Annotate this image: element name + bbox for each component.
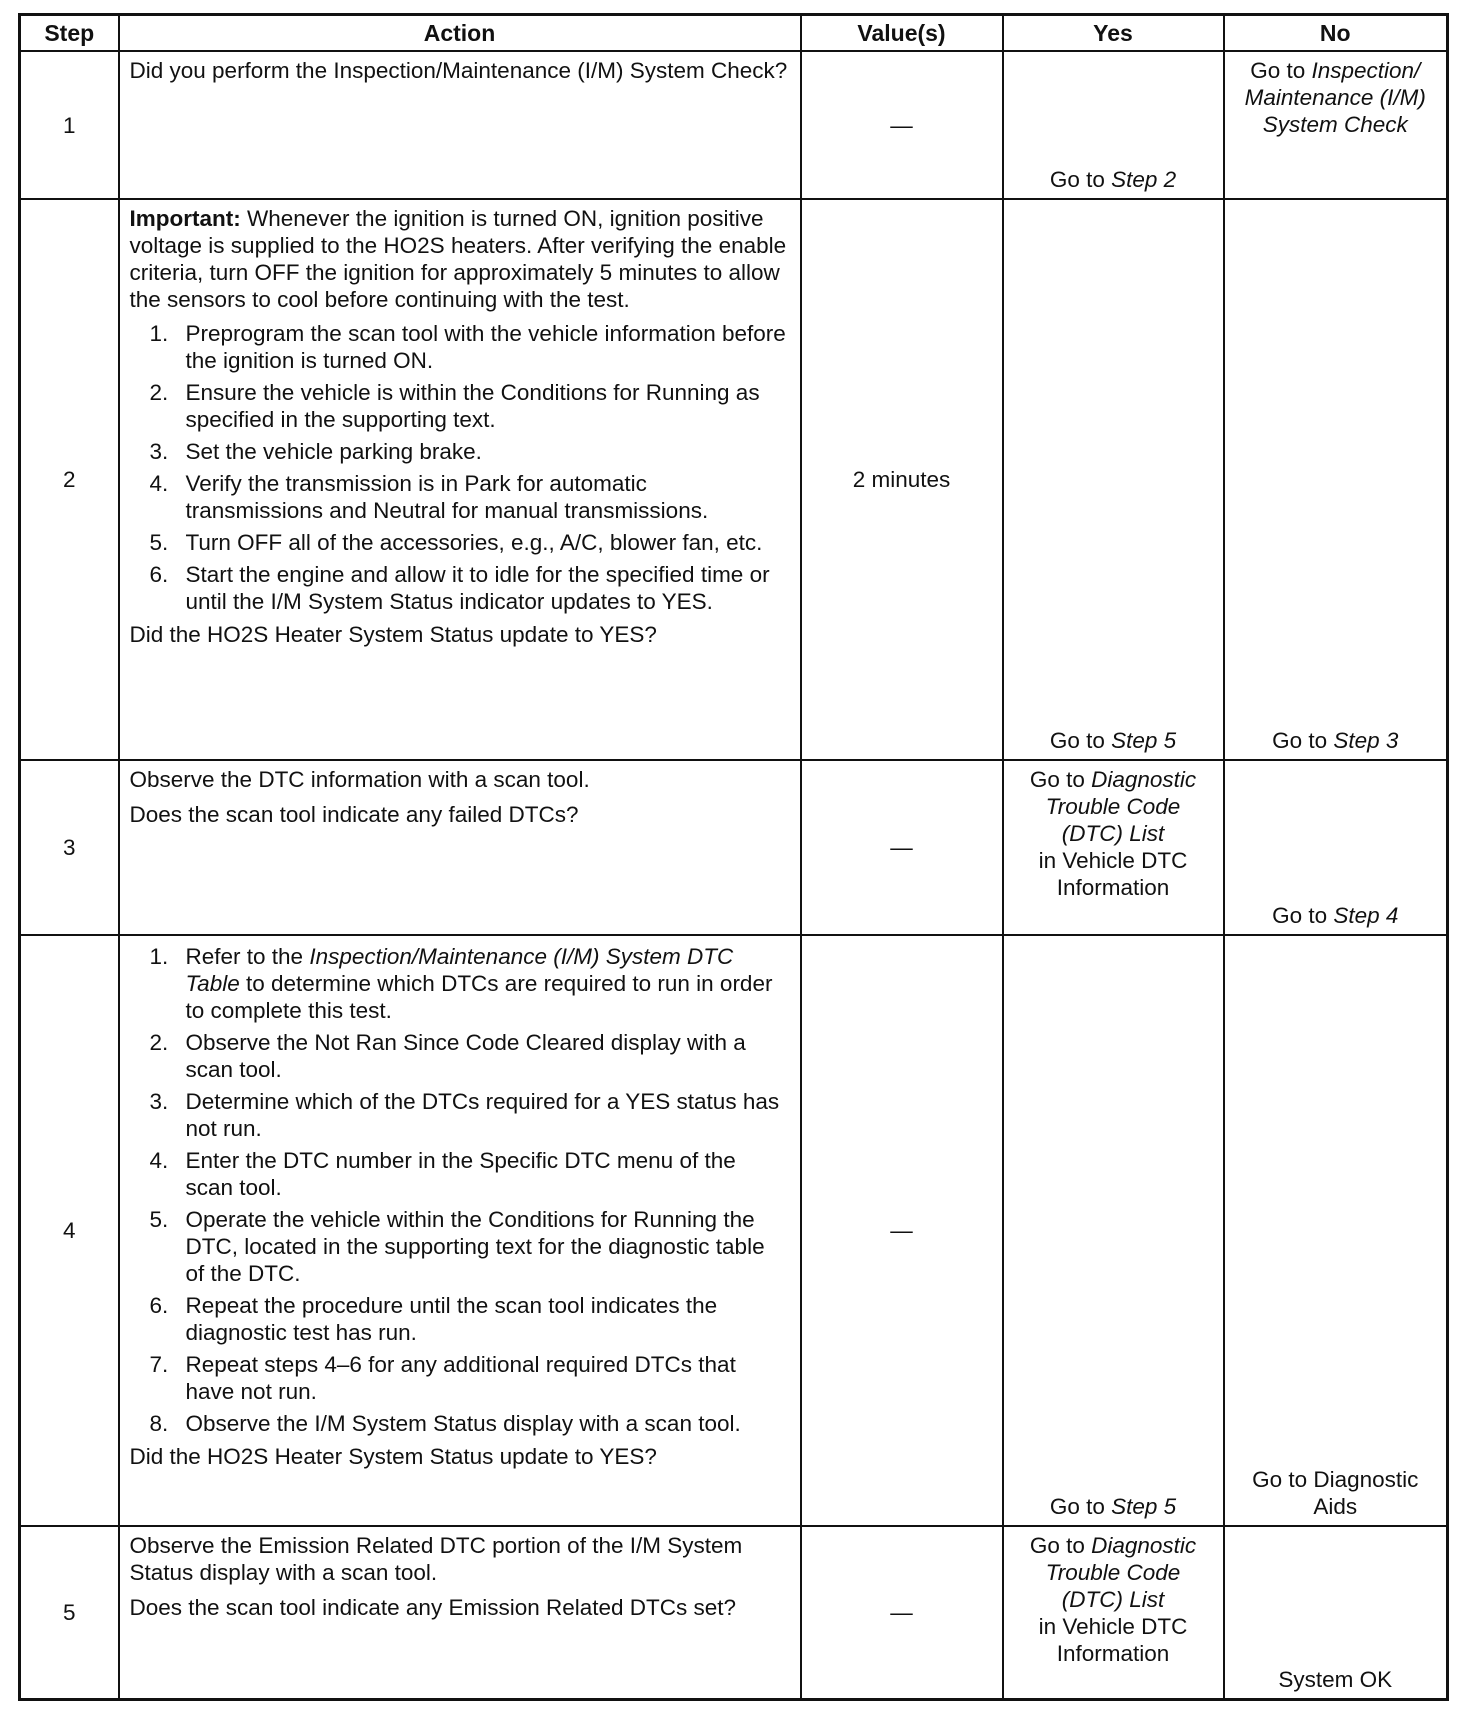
list-item-text: Repeat steps 4–6 for any additional required DTCs that have not run. — [185, 1352, 736, 1404]
value-cell: — — [801, 935, 1003, 1526]
header-values: Value(s) — [801, 15, 1003, 52]
action-cell — [119, 760, 801, 935]
yes-link[interactable]: Diagnostic Trouble Code (DTC) List — [1045, 767, 1197, 846]
list-item — [150, 1206, 790, 1287]
list-item — [150, 1029, 790, 1083]
value-cell: 2 minutes — [801, 199, 1003, 760]
step-number: 3 — [20, 760, 119, 935]
yes-link[interactable]: Diagnostic Trouble Code (DTC) List — [1045, 1533, 1197, 1612]
list-item-number: 1. — [149, 321, 169, 346]
table-row — [20, 51, 1448, 199]
list-item-text: Turn OFF all of the accessories, e.g., A/C, blower fan, etc. — [185, 530, 763, 555]
no-cell — [1224, 1526, 1448, 1699]
list-item-number: 3. — [149, 1089, 169, 1114]
procedure-list — [130, 943, 790, 1437]
no-link[interactable]: Step 3 — [1333, 728, 1399, 753]
action-cell — [119, 1526, 801, 1699]
action-question: Did the HO2S Heater System Status update to YES? — [129, 1444, 657, 1469]
step-number: 5 — [20, 1526, 119, 1699]
yes-cell — [1003, 199, 1224, 760]
action-text: Observe the DTC information with a scan tool. — [129, 767, 590, 792]
procedure-list — [130, 320, 790, 615]
no-link[interactable]: Inspection/ Maintenance (I/M) System Check — [1244, 58, 1426, 137]
no-prefix: Go to — [1272, 903, 1334, 928]
list-item-text: Preprogram the scan tool with the vehicle information before the ignition is turned ON. — [185, 321, 786, 373]
list-item-number: 6. — [149, 1293, 169, 1318]
action-cell — [119, 199, 801, 760]
list-item-number: 2. — [149, 380, 169, 405]
list-item-number: 7. — [149, 1352, 169, 1377]
list-item — [150, 1088, 790, 1142]
list-item — [150, 320, 790, 374]
list-item — [150, 561, 790, 615]
table-row — [20, 760, 1448, 935]
list-item-number: 4. — [149, 1148, 169, 1173]
list-item-text: Ensure the vehicle is within the Conditions for Running as specified in the supporting text. — [185, 380, 760, 432]
list-item-text: Set the vehicle parking brake. — [185, 439, 482, 464]
no-cell — [1224, 199, 1448, 760]
action-text: Observe the Emission Related DTC portion of the I/M System Status display with a scan tool. — [129, 1533, 743, 1585]
yes-link[interactable]: Step 2 — [1111, 167, 1177, 192]
list-item-number: 5. — [149, 530, 169, 555]
yes-suffix: in Vehicle DTC Information — [1038, 848, 1188, 900]
list-item-number: 1. — [149, 944, 169, 969]
no-prefix: Go to — [1272, 728, 1334, 753]
step1-prefix: Refer to the — [185, 944, 310, 969]
list-item — [150, 529, 790, 556]
list-item-number: 8. — [149, 1411, 169, 1436]
list-item-text: Verify the transmission is in Park for automatic transmissions and Neutral for manual transmissions. — [185, 471, 709, 523]
table-row — [20, 199, 1448, 760]
yes-link[interactable]: Step 5 — [1111, 1494, 1177, 1519]
table-row — [20, 935, 1448, 1526]
no-prefix: Go to — [1250, 58, 1312, 83]
yes-prefix: Go to — [1029, 767, 1092, 792]
list-item-number: 5. — [149, 1207, 169, 1232]
list-item — [150, 1351, 790, 1405]
no-text: System OK — [1278, 1666, 1393, 1692]
step-number: 1 — [20, 51, 119, 199]
table-row — [20, 1526, 1448, 1699]
list-item — [150, 379, 790, 433]
yes-cell — [1003, 51, 1224, 199]
list-item — [150, 1292, 790, 1346]
action-cell — [119, 51, 801, 199]
list-item-number: 3. — [149, 439, 169, 464]
action-question: Did the HO2S Heater System Status update to YES? — [129, 622, 657, 647]
list-item — [150, 470, 790, 524]
important-label: Important: — [129, 206, 241, 231]
list-item-text: Repeat the procedure until the scan tool indicates the diagnostic test has run. — [185, 1293, 718, 1345]
value-cell: — — [801, 760, 1003, 935]
yes-cell — [1003, 760, 1224, 935]
yes-prefix: Go to — [1049, 1494, 1112, 1519]
yes-link[interactable]: Step 5 — [1111, 728, 1177, 753]
yes-prefix: Go to — [1029, 1533, 1092, 1558]
step-number: 2 — [20, 199, 119, 760]
list-item-text: Operate the vehicle within the Conditions for Running the DTC, located in the supporting text for the diagnostic table of the DTC. — [185, 1207, 765, 1286]
list-item-text: Start the engine and allow it to idle for the specified time or until the I/M System Status indicator updates to YES. — [185, 562, 770, 614]
list-item-text: Enter the DTC number in the Specific DTC menu of the scan tool. — [185, 1148, 736, 1200]
header-no: No — [1224, 15, 1448, 52]
action-question: Does the scan tool indicate any Emission Related DTCs set? — [129, 1595, 737, 1620]
important-text: Whenever the ignition is turned ON, ignition positive voltage is supplied to the HO2S heaters. After verifying the enable criteria, turn OFF the ignition for approximately 5 minutes to allow the sensors to cool before continuing with the test. — [129, 206, 787, 312]
list-item — [150, 943, 790, 1024]
value-cell: — — [801, 1526, 1003, 1699]
step1-suffix: to determine which DTCs are required to run in order to complete this test. — [185, 971, 773, 1023]
list-item — [150, 1410, 790, 1437]
header-step: Step — [20, 15, 119, 52]
no-link[interactable]: Step 4 — [1333, 903, 1399, 928]
list-item-number: 6. — [149, 562, 169, 587]
no-cell — [1224, 51, 1448, 199]
no-text[interactable]: Go to Diagnostic Aids — [1252, 1467, 1419, 1519]
list-item — [150, 1147, 790, 1201]
header-row — [20, 15, 1448, 52]
list-item-number: 2. — [149, 1030, 169, 1055]
list-item — [150, 438, 790, 465]
step-number: 4 — [20, 935, 119, 1526]
header-yes: Yes — [1003, 15, 1224, 52]
diagnostic-table — [18, 13, 1449, 1701]
important-note — [130, 205, 790, 313]
list-item-text: Determine which of the DTCs required for a YES status has not run. — [185, 1089, 780, 1141]
yes-cell — [1003, 935, 1224, 1526]
yes-suffix: in Vehicle DTC Information — [1038, 1614, 1188, 1666]
im-dtc-table-link[interactable]: Inspection/Maintenance (I/M) System DTC Table — [185, 944, 734, 996]
no-cell — [1224, 760, 1448, 935]
header-action: Action — [119, 15, 801, 52]
action-question: Did you perform the Inspection/Maintenance (I/M) System Check? — [129, 58, 788, 83]
value-cell: — — [801, 51, 1003, 199]
no-cell — [1224, 935, 1448, 1526]
list-item-text — [186, 943, 790, 1024]
yes-prefix: Go to — [1049, 167, 1112, 192]
yes-prefix: Go to — [1049, 728, 1112, 753]
list-item-number: 4. — [149, 471, 169, 496]
yes-cell — [1003, 1526, 1224, 1699]
list-item-text: Observe the I/M System Status display with a scan tool. — [185, 1411, 741, 1436]
list-item-text: Observe the Not Ran Since Code Cleared display with a scan tool. — [185, 1030, 746, 1082]
action-cell — [119, 935, 801, 1526]
action-question: Does the scan tool indicate any failed DTCs? — [129, 802, 579, 827]
